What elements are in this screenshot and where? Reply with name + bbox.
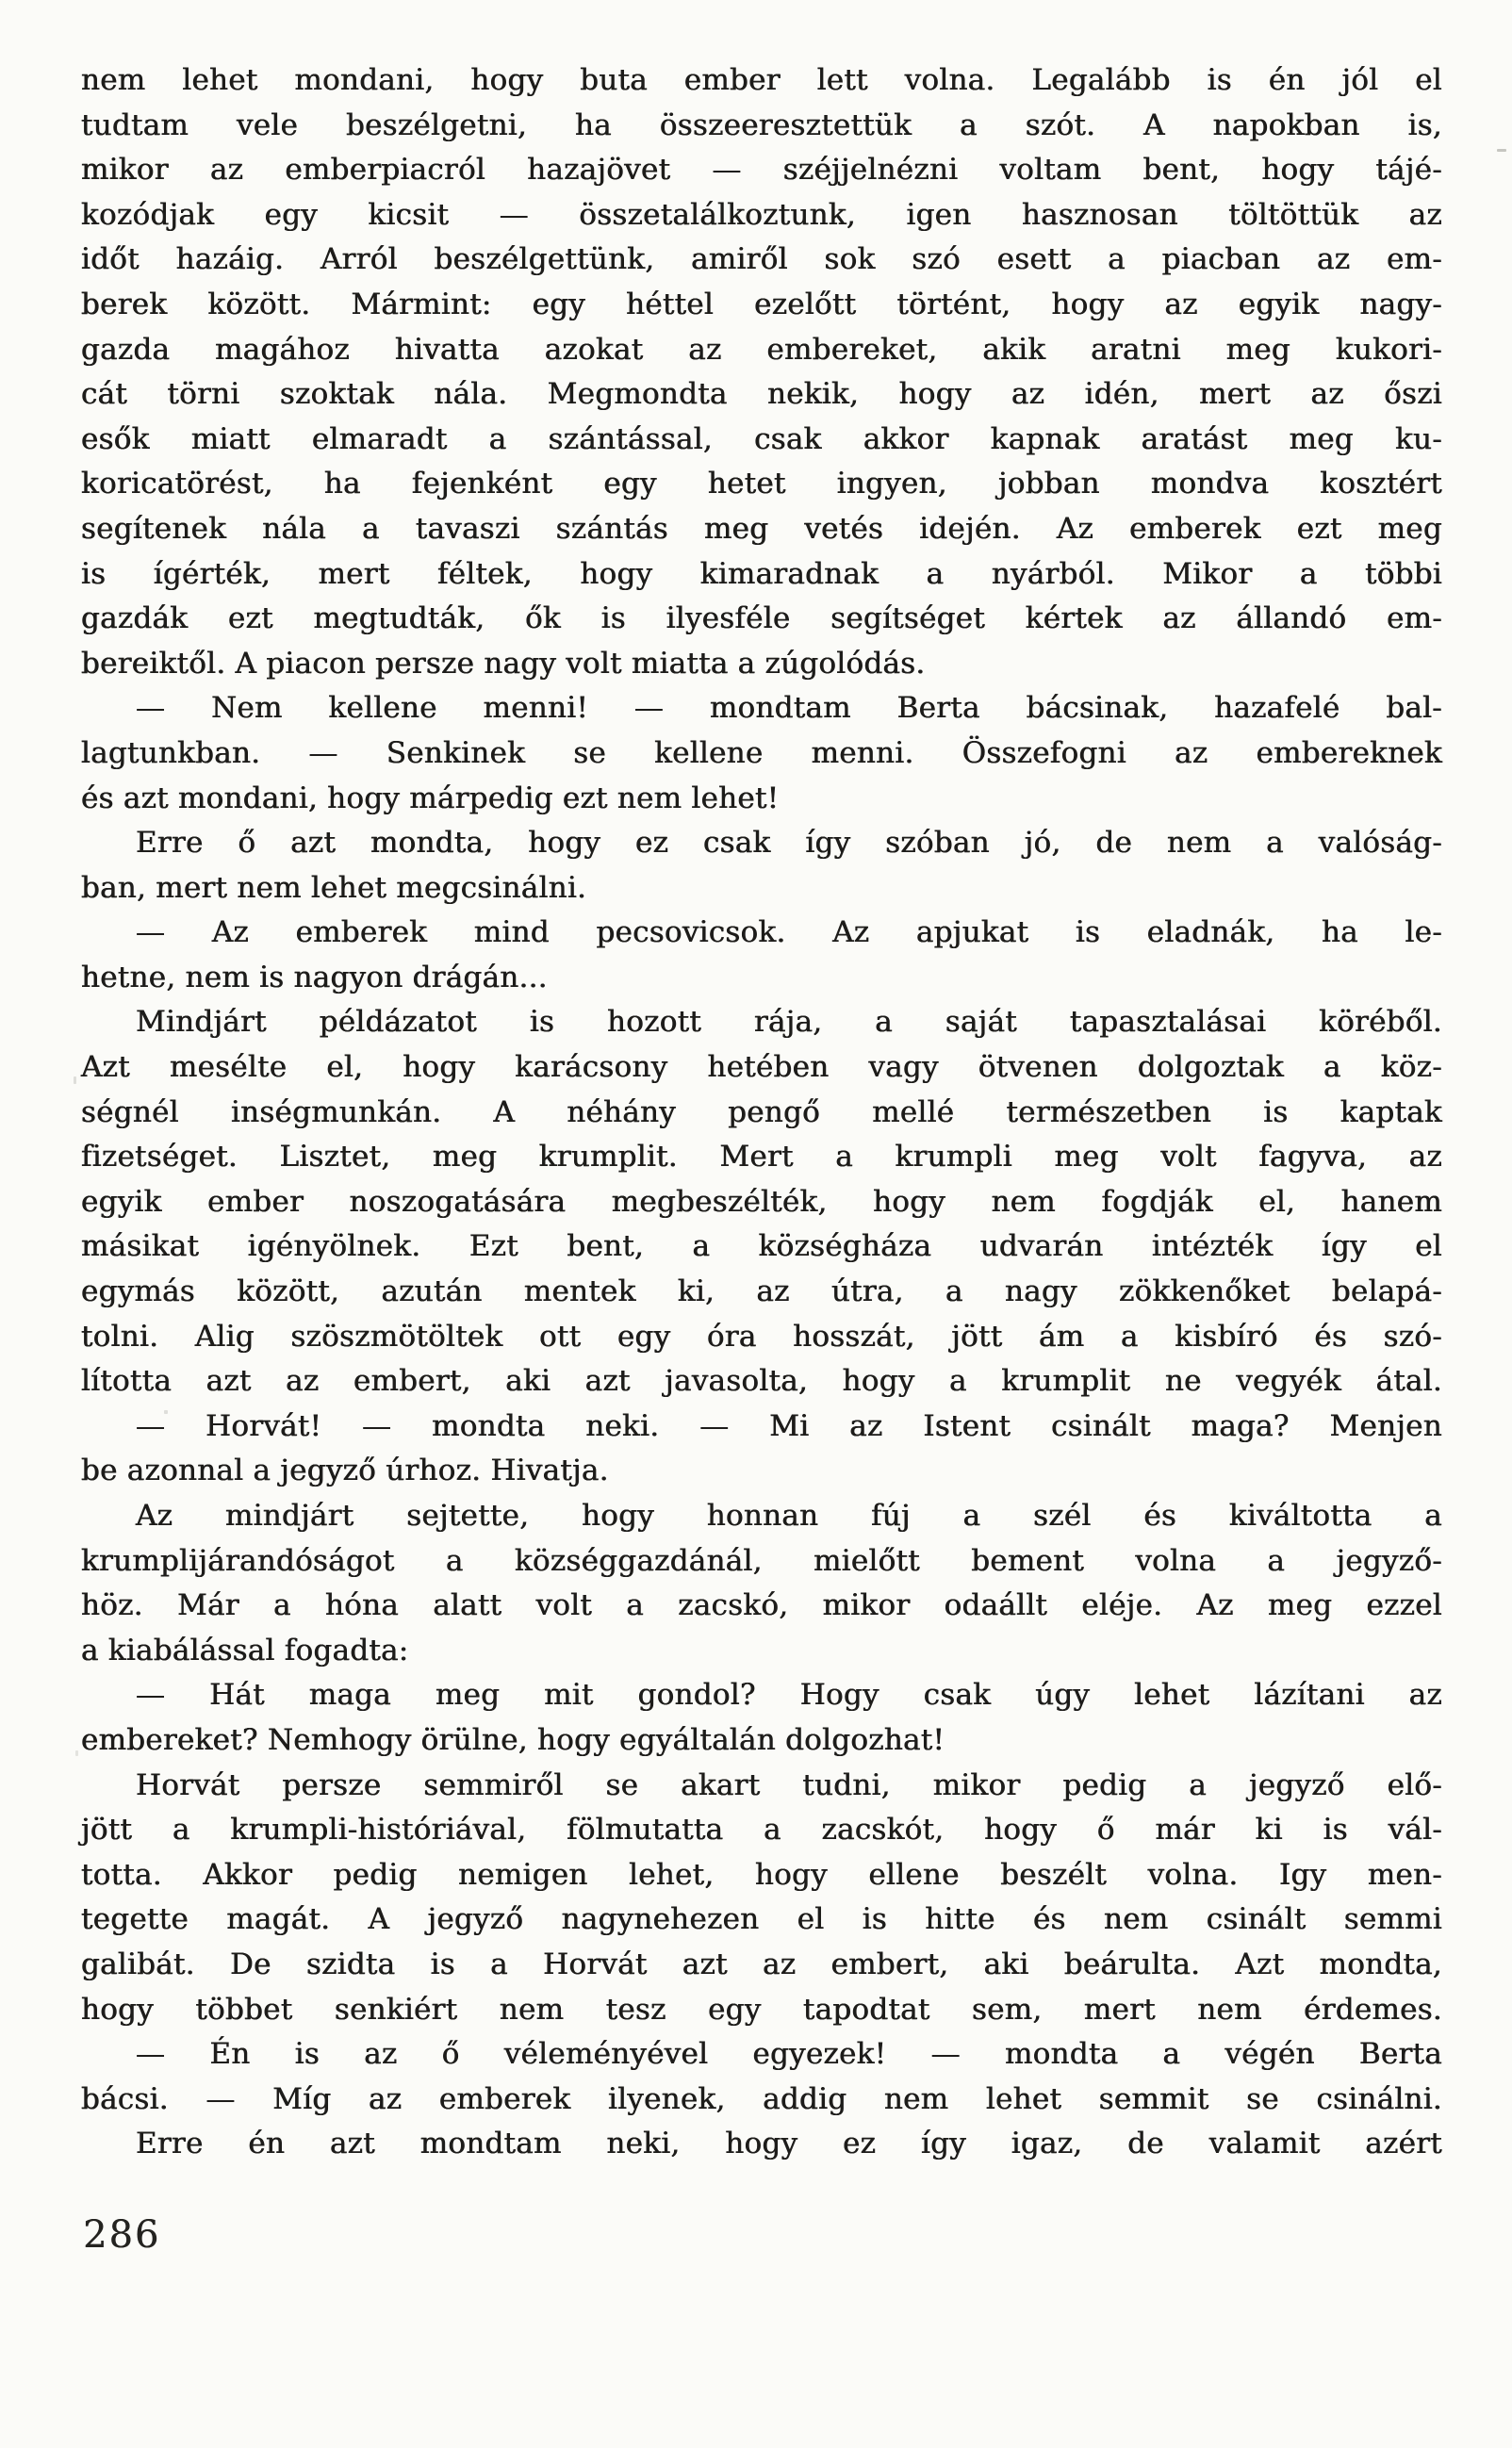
paragraph	[81, 2122, 1442, 2167]
text-line: lította azt az embert, aki azt javasolta, hogy a krumplit ne vegyék átal.	[81, 1364, 1442, 1399]
text-line: esők miatt elmaradt a szántással, csak akkor kapnak aratást meg ku-	[81, 421, 1442, 456]
text-line: höz. Már a hóna alatt volt a zacskó, mikor odaállt eléje. Az meg ezzel	[81, 1588, 1442, 1623]
text-line: berek között. Mármint: egy héttel ezelőtt történt, hogy az egyik nagy-	[81, 287, 1442, 321]
text-line: — Hát maga meg mit gondol? Hogy csak úgy lehet lázítani az	[136, 1678, 1442, 1713]
text-line: hogy többet senkiért nem tesz egy tapodtat sem, mert nem érdemes.	[81, 1992, 1442, 2027]
text-line: gazdák ezt megtudták, ők is ilyesféle segítséget kértek az állandó em-	[81, 601, 1442, 636]
paragraph	[81, 1000, 1442, 1404]
text-line: ban, mert nem lehet megcsinálni.	[81, 870, 587, 905]
paragraph	[81, 821, 1442, 911]
text-line: a kiabálással fogadta:	[81, 1633, 409, 1668]
paragraph	[81, 1673, 1442, 1763]
paragraph	[81, 1494, 1442, 1673]
text-line: — Én is az ő véleményével egyezek! — mondta a végén Berta	[136, 2037, 1442, 2072]
page-number: 286	[83, 2213, 161, 2257]
text-line: be azonnal a jegyző úrhoz. Hivatja.	[81, 1454, 609, 1488]
text-line: Erre én azt mondtam neki, hogy ez így igaz, de valamit azért	[136, 2127, 1442, 2161]
text-line: embereket? Nemhogy örülne, hogy egyáltalán dolgozhat!	[81, 1722, 945, 1757]
text-line: mikor az emberpiacról hazajövet — széjjelnézni voltam bent, hogy tájé-	[81, 153, 1442, 188]
text-line: Az mindjárt sejtette, hogy honnan fúj a szél és kiváltotta a	[136, 1499, 1442, 1533]
text-line: egyik ember noszogatására megbeszélték, hogy nem fogdják el, hanem	[81, 1184, 1442, 1219]
text-line: Mindjárt példázatot is hozott rája, a saját tapasztalásai köréből.	[136, 1005, 1442, 1040]
paragraph	[81, 1764, 1442, 2033]
text-line: Erre ő azt mondta, hogy ez csak így szóban jó, de nem a valóság-	[136, 826, 1442, 861]
text-line: kozódjak egy kicsit — összetalálkoztunk, igen hasznosan töltöttük az	[81, 197, 1442, 232]
text-line: ségnél inségmunkán. A néhány pengő mellé természetben is kaptak	[81, 1094, 1442, 1129]
text-line: másikat igényölnek. Ezt bent, a községháza udvarán intézték így el	[81, 1229, 1442, 1264]
text-line: koricatörést, ha fejenként egy hetet ingyen, jobban mondva kosztért	[81, 467, 1442, 501]
text-line: időt hazáig. Arról beszélgettünk, amiről sok szó esett a piacban az em-	[81, 242, 1442, 277]
text-line: totta. Akkor pedig nemigen lehet, hogy ellene beszélt volna. Igy men-	[81, 1857, 1442, 1892]
text-line: is ígérték, mert féltek, hogy kimaradnak a nyárból. Mikor a többi	[81, 556, 1442, 591]
paragraph	[81, 686, 1442, 821]
text-line: lagtunkban. — Senkinek se kellene menni. Összefogni az embereknek	[81, 735, 1442, 770]
text-line: — Horvát! — mondta neki. — Mi az Istent csinált maga? Menjen	[136, 1408, 1442, 1443]
paragraph	[81, 1405, 1442, 1494]
text-line: gazda magához hivatta azokat az embereket, akik aratni meg kukori-	[81, 332, 1442, 367]
text-line: tolni. Alig szöszmötöltek ott egy óra hosszát, jött ám a kisbíró és szó-	[81, 1319, 1442, 1354]
paragraph	[81, 911, 1442, 1000]
paragraph	[81, 2032, 1442, 2122]
text-line: tegette magát. A jegyző nagynehezen el is hitte és nem csinált semmi	[81, 1902, 1442, 1937]
text-line: és azt mondani, hogy márpedig ezt nem lehet!	[81, 780, 780, 815]
text-line: krumplijárandóságot a községgazdánál, mielőtt bement volna a jegyző-	[81, 1543, 1442, 1578]
text-line: bereiktől. A piacon persze nagy volt miatta a zúgolódás.	[81, 646, 926, 681]
text-line: segítenek nála a tavaszi szántás meg vetés idején. Az emberek ezt meg	[81, 511, 1442, 546]
scan-speck	[75, 1750, 78, 1756]
text-line: fizetséget. Lisztet, meg krumplit. Mert a krumpli meg volt fagyva, az	[81, 1140, 1442, 1175]
text-line: egymás között, azután mentek ki, az útra, a nagy zökkenőket belapá-	[81, 1274, 1442, 1309]
text-line: bácsi. — Míg az emberek ilyenek, addig nem lehet semmit se csinálni.	[81, 2081, 1442, 2116]
text-line: — Nem kellene menni! — mondtam Berta bácsinak, hazafelé bal-	[136, 691, 1442, 726]
text-line: jött a krumpli-históriával, fölmutatta a zacskót, hogy ő már ki is vál-	[81, 1813, 1442, 1848]
paragraph	[81, 58, 1442, 686]
text-line: tudtam vele beszélgetni, ha összeeresztettük a szót. A napokban is,	[81, 107, 1442, 142]
text-line: Horvát persze semmiről se akart tudni, mikor pedig a jegyző elő-	[136, 1767, 1442, 1802]
text-line: — Az emberek mind pecsovicsok. Az apjukat is eladnák, ha le-	[136, 915, 1442, 950]
page-text	[81, 58, 1442, 2167]
text-line: galibát. De szidta is a Horvát azt az embert, aki beárulta. Azt mondta,	[81, 1947, 1442, 1981]
scan-speck	[74, 1076, 76, 1084]
scan-speck	[164, 1410, 168, 1414]
text-line: cát törni szoktak nála. Megmondta nekik, hogy az idén, mert az őszi	[81, 377, 1442, 412]
text-line: nem lehet mondani, hogy buta ember lett volna. Legalább is én jól el	[81, 63, 1442, 97]
text-line: hetne, nem is nagyon drágán...	[81, 960, 548, 994]
text-line: Azt mesélte el, hogy karácsony hetében vagy ötvenen dolgoztak a köz-	[81, 1050, 1442, 1085]
scan-speck	[1497, 149, 1506, 152]
